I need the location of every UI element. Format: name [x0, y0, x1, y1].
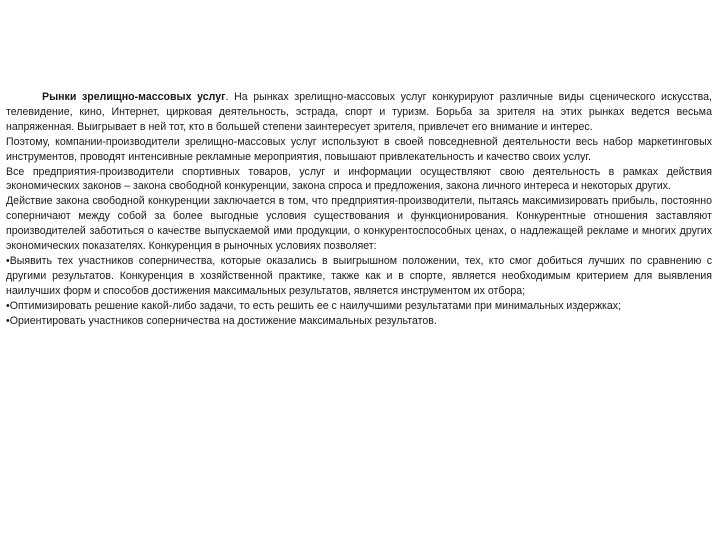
paragraph-competition: Действие закона свободной конкуренции заключается в том, что предприятия-производители, пытаясь максимизировать прибыль, постоянно соперничают между собой за более выгодные условия существования и функционирования. Конкурентные отношения заставляют производителей заботиться о качестве выпускаемой ими продукции, о конкурентоспособных ценах, о надлежащей рекламе и многих других экономических показателях. Конкуренция в рыночных условиях позволяет: [6, 195, 712, 253]
bullet-orient: •Ориентировать участников соперничества на достижение максимальных результатов. [6, 314, 437, 327]
text-block [6, 90, 712, 329]
intro-paragraph [6, 90, 712, 135]
bullet-identify: •Выявить тех участников соперничества, которые оказались в выигрышном положении, тех, кто смог добиться лучших по сравнению с другими результатов. Конкуренция в хозяйственной практике, также как и в спорте, является необходимым критерием для выявления наилучших форм и способов достижения максимальных результатов, является инструментом их отбора; [6, 254, 712, 297]
paragraph-economic-laws: Все предприятия-производители спортивных товаров, услуг и информации осуществляют свою деятельность в рамках действия экономических законов – закона свободной конкуренции, закона спроса и предложения, закона личного интереса и некоторых других. [6, 165, 712, 193]
intro-text: . На рынках зрелищно-массовых услуг конкурируют различные виды сценического искусства, телевидение, кино, Интернет, цирковая деятельность, эстрада, спорт и туризм. Борьба за зрителя на этих рынках ведется весьма напряженная. Выигрывает в ней тот, кто в большей степени заинтересует зрителя, привлечет его внимание и интерес. [6, 91, 712, 133]
paragraph-marketing: Поэтому, компании-производители зрелищно-массовых услуг используют в своей повседневной деятельности весь набор маркетинговых инструментов, проводят интенсивные рекламные мероприятия, повышают привлекательность и качество своих услуг. [6, 135, 712, 163]
bullet-optimize: •Оптимизировать решение какой-либо задачи, то есть решить ее с наилучшими результатами при минимальных издержках; [6, 299, 622, 312]
lead-heading: Рынки зрелищно-массовых услуг [42, 91, 226, 103]
